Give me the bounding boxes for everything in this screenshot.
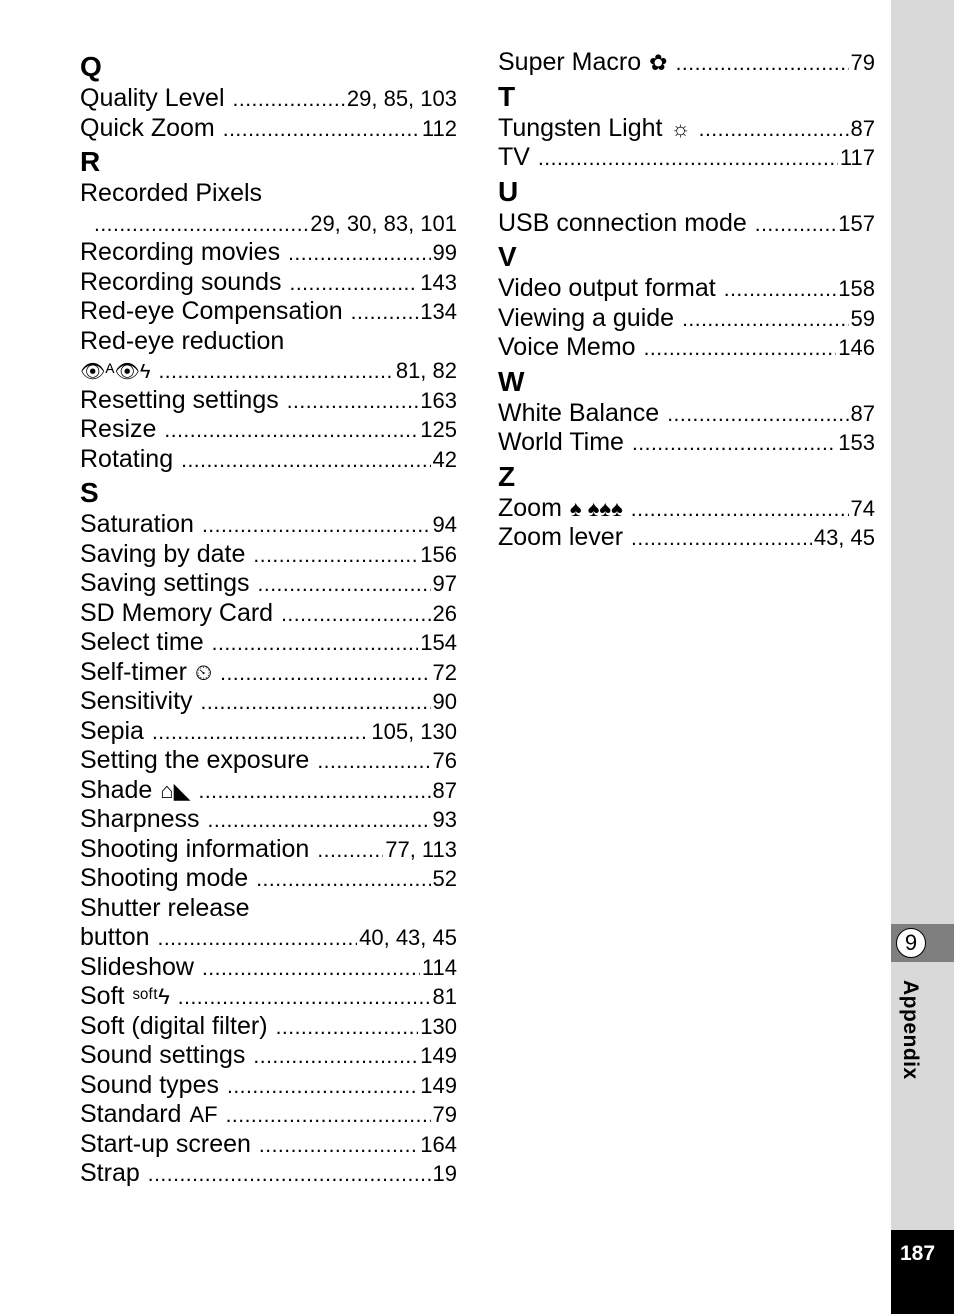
page-reference: 158 xyxy=(838,276,875,301)
index-entry xyxy=(80,1012,457,1042)
index-entry xyxy=(80,540,457,570)
page-reference: 77, 113 xyxy=(385,836,457,862)
super-macro-icon: ✿ xyxy=(649,50,668,75)
page-reference: 117 xyxy=(839,145,875,170)
index-entry xyxy=(498,399,875,429)
page-reference: 134 xyxy=(420,299,457,324)
page-reference: 40, 43, 45 xyxy=(359,925,457,950)
leader-dots xyxy=(644,334,837,363)
index-term: Saturation xyxy=(80,510,194,538)
index-entry xyxy=(80,569,457,599)
leader-dots xyxy=(538,144,838,173)
soft-flash-icon: ˢᵒᶠᵗϟ xyxy=(132,984,170,1009)
leader-dots xyxy=(258,570,431,599)
page-reference: 93 xyxy=(432,807,457,832)
section-letter: W xyxy=(498,365,525,397)
leader-dots xyxy=(631,524,812,553)
index-term: Quality Level xyxy=(80,84,225,112)
index-entry xyxy=(498,114,875,144)
index-term: World Time xyxy=(498,428,624,456)
leader-dots xyxy=(212,629,419,658)
index-entry xyxy=(80,386,457,416)
index-entry xyxy=(80,179,457,209)
index-term: Tungsten Light xyxy=(498,113,663,142)
page-reference: 99 xyxy=(432,240,457,265)
page-reference: 97 xyxy=(432,571,457,596)
page-reference: 105, 130 xyxy=(371,718,457,744)
index-term: White Balance xyxy=(498,398,660,427)
index-term: USB connection mode xyxy=(498,208,747,237)
index-entry xyxy=(498,494,875,524)
index-term: Shutter release xyxy=(80,893,250,922)
leader-dots xyxy=(259,1131,418,1160)
page-reference: 43, 45 xyxy=(813,525,875,550)
leader-dots xyxy=(208,806,431,835)
leader-dots xyxy=(253,1042,418,1071)
page-reference: 163 xyxy=(420,387,457,413)
page-reference: 154 xyxy=(420,630,457,655)
index-term: Super Macro xyxy=(498,48,642,76)
index-term: SD Memory Card xyxy=(80,598,274,627)
index-entry xyxy=(80,510,457,540)
page-reference: 19 xyxy=(432,1161,457,1186)
section-letter: Q xyxy=(80,51,102,82)
zoom-tele-wide-icon: ♠ ♠♠♠ xyxy=(569,495,623,521)
tungsten-light-icon: ☼ xyxy=(670,115,691,141)
leader-dots xyxy=(256,865,430,894)
page-reference: 42 xyxy=(432,446,457,472)
leader-dots xyxy=(158,357,393,386)
page-reference: 164 xyxy=(420,1131,457,1157)
index-entry xyxy=(80,356,457,386)
leader-dots xyxy=(164,416,418,445)
leader-dots xyxy=(755,210,837,239)
leader-dots xyxy=(287,387,419,416)
section-letter: T xyxy=(498,80,516,112)
leader-dots xyxy=(202,954,420,983)
index-term: Quick Zoom xyxy=(80,113,215,142)
leader-dots xyxy=(94,210,308,239)
shade-icon: ⌂◣ xyxy=(160,777,191,803)
index-entry xyxy=(498,143,875,173)
index-term: Slideshow xyxy=(80,952,194,981)
index-term: Recorded Pixels xyxy=(80,179,263,207)
index-term: Sepia xyxy=(80,716,144,745)
index-entry xyxy=(80,1071,457,1101)
index-term: Recording movies xyxy=(80,238,281,266)
side-tab-bar xyxy=(891,0,954,1314)
leader-dots xyxy=(676,49,849,78)
index-entry xyxy=(80,805,457,835)
leader-dots xyxy=(253,541,418,570)
index-entry xyxy=(498,333,875,363)
leader-dots xyxy=(202,511,431,540)
leader-dots xyxy=(148,1160,431,1189)
index-term: Shooting mode xyxy=(80,864,249,892)
index-entry xyxy=(498,274,875,304)
index-term: Red-eye reduction xyxy=(80,326,285,355)
index-term: Red-eye Compensation xyxy=(80,297,343,325)
page-reference: 26 xyxy=(432,600,457,626)
index-term: Setting the exposure xyxy=(80,746,310,774)
index-term: Shade xyxy=(80,775,153,804)
leader-dots xyxy=(178,983,431,1012)
page-reference: 29, 85, 103 xyxy=(346,86,457,111)
index-entry xyxy=(498,209,875,239)
leader-dots xyxy=(699,115,849,144)
leader-dots xyxy=(201,688,431,717)
index-entry xyxy=(80,628,457,658)
index-column-left xyxy=(80,48,457,1189)
index-term: TV xyxy=(498,143,530,171)
leader-dots xyxy=(227,1072,418,1101)
index-term: Sound settings xyxy=(80,1041,246,1069)
index-column-right xyxy=(498,48,875,553)
page-reference: 52 xyxy=(432,866,457,891)
index-entry xyxy=(80,445,457,475)
leader-dots xyxy=(290,269,419,298)
index-term: Zoom lever xyxy=(498,523,624,551)
index-term: Soft xyxy=(80,982,125,1010)
index-entry xyxy=(80,1130,457,1160)
index-term: Self-timer xyxy=(80,657,187,686)
index-term: Zoom xyxy=(498,493,562,522)
index-entry xyxy=(80,658,457,688)
index-term: Resize xyxy=(80,415,157,443)
section-letter: U xyxy=(498,175,519,207)
index-term: Select time xyxy=(80,628,204,656)
index-term: Sharpness xyxy=(80,805,200,833)
index-term: Rotating xyxy=(80,444,174,473)
leader-dots xyxy=(682,305,848,334)
leader-dots xyxy=(667,400,848,429)
index-entry xyxy=(80,1100,457,1130)
page-reference: 87 xyxy=(850,115,875,141)
page-reference: 29, 30, 83, 101 xyxy=(310,210,457,236)
page-reference: 125 xyxy=(420,417,457,442)
page-reference: 157 xyxy=(838,210,875,236)
leader-dots xyxy=(276,1013,419,1042)
page-reference: 79 xyxy=(850,50,875,75)
index-entry xyxy=(80,297,457,327)
index-entry xyxy=(498,523,875,553)
index-term: Resetting settings xyxy=(80,385,279,414)
page-reference: 59 xyxy=(850,305,875,331)
index-entry xyxy=(498,428,875,458)
self-timer-icon: ⏲ xyxy=(194,659,213,685)
page-reference: 79 xyxy=(432,1102,457,1127)
index-term: Sound types xyxy=(80,1070,219,1099)
index-entry xyxy=(80,209,457,239)
index-entry xyxy=(80,835,457,865)
index-entry xyxy=(80,415,457,445)
page-reference: 114 xyxy=(421,954,457,980)
page-reference: 81, 82 xyxy=(395,358,457,383)
index-entry xyxy=(80,864,457,894)
index-entry xyxy=(80,746,457,776)
index-entry xyxy=(80,717,457,747)
section-letter: S xyxy=(80,477,99,508)
page-number: 187 xyxy=(899,1242,936,1265)
page-reference: 87 xyxy=(432,777,457,803)
index-term: Saving by date xyxy=(80,539,246,568)
leader-dots xyxy=(158,924,358,953)
page-reference: 74 xyxy=(850,495,875,521)
index-term: Shooting information xyxy=(80,834,310,863)
leader-dots xyxy=(281,600,430,629)
index-term: Soft (digital filter) xyxy=(80,1011,268,1040)
page-reference: 149 xyxy=(420,1043,457,1068)
index-term: Sensitivity xyxy=(80,687,193,715)
page-reference: 90 xyxy=(432,689,457,714)
leader-dots xyxy=(631,495,849,524)
leader-dots xyxy=(223,115,420,144)
leader-dots xyxy=(199,777,431,806)
index-term: Viewing a guide xyxy=(498,303,675,332)
leader-dots xyxy=(220,659,430,688)
index-entry xyxy=(80,1159,457,1189)
index-entry xyxy=(80,599,457,629)
leader-dots xyxy=(351,298,419,327)
page-reference: 94 xyxy=(432,512,457,537)
leader-dots xyxy=(152,718,369,747)
leader-dots xyxy=(317,747,430,776)
page-reference: 130 xyxy=(420,1013,457,1039)
index-term: button xyxy=(80,923,150,951)
chapter-label: Appendix xyxy=(899,980,922,1080)
index-entry xyxy=(80,84,457,114)
index-entry xyxy=(80,923,457,953)
index-term: Start-up screen xyxy=(80,1129,251,1158)
page-reference: 153 xyxy=(838,430,875,455)
chapter-number: 9 xyxy=(896,928,926,958)
page-reference: 76 xyxy=(432,748,457,773)
index-entry xyxy=(80,982,457,1012)
index-entry xyxy=(498,304,875,334)
section-letter: R xyxy=(80,146,101,177)
leader-dots xyxy=(181,446,430,475)
page-reference: 156 xyxy=(420,541,457,567)
red-eye-flash-icon: 👁ᴬ👁ϟ xyxy=(80,361,151,383)
index-term: Voice Memo xyxy=(498,333,636,361)
page-reference: 146 xyxy=(838,335,875,360)
af-standard-icon: AF xyxy=(189,1102,218,1127)
index-entry xyxy=(80,1041,457,1071)
index-entry xyxy=(80,953,457,983)
index-entry xyxy=(80,776,457,806)
page-reference: 81 xyxy=(432,984,457,1009)
index-entry xyxy=(498,48,875,78)
index-entry xyxy=(80,238,457,268)
index-term: Video output format xyxy=(498,274,716,302)
page-number-box xyxy=(891,1230,954,1314)
section-letter: V xyxy=(498,241,517,272)
page-reference: 112 xyxy=(421,115,457,141)
index-entry xyxy=(80,114,457,144)
index-term: Recording sounds xyxy=(80,267,282,296)
index-term: Strap xyxy=(80,1159,140,1187)
leader-dots xyxy=(288,239,430,268)
index-term: Saving settings xyxy=(80,569,250,597)
page-reference: 72 xyxy=(432,659,457,685)
leader-dots xyxy=(226,1101,431,1130)
leader-dots xyxy=(724,275,837,304)
page-reference: 143 xyxy=(420,269,457,295)
page-reference: 149 xyxy=(420,1072,457,1098)
index-entry xyxy=(80,327,457,357)
section-letter: Z xyxy=(498,460,516,492)
leader-dots xyxy=(317,836,383,865)
page-reference: 87 xyxy=(850,400,875,426)
index-term: Standard xyxy=(80,1100,182,1128)
index-entry xyxy=(80,894,457,924)
index-entry xyxy=(80,268,457,298)
index-entry xyxy=(80,687,457,717)
leader-dots xyxy=(632,429,836,458)
leader-dots xyxy=(233,85,345,114)
